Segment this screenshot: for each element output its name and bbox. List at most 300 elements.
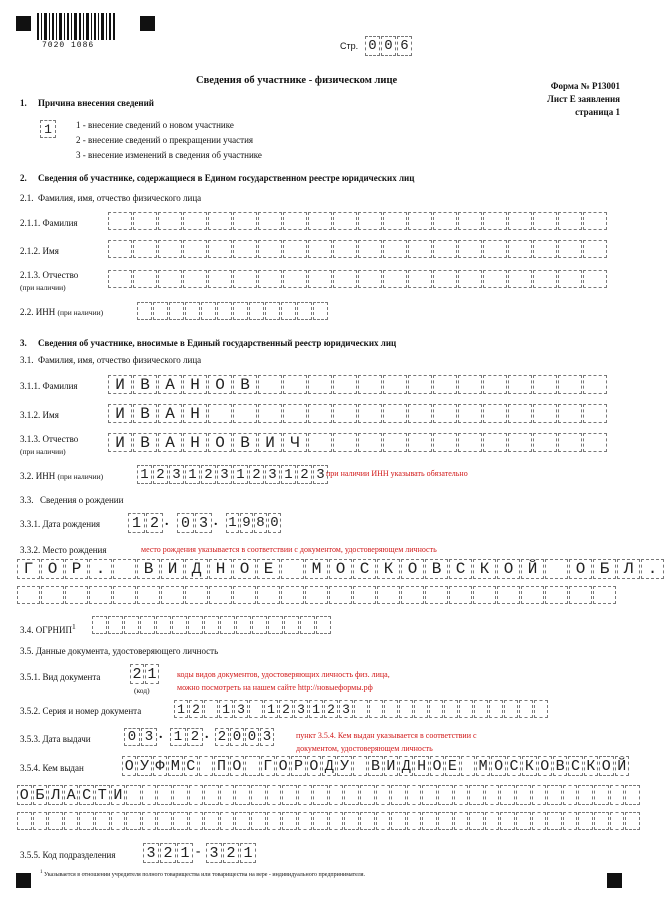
comb-cell bbox=[233, 212, 257, 230]
issued-by-input-line-1[interactable] bbox=[122, 756, 630, 776]
section-2-title: Сведения об участнике, содержащиеся в Едином государственном реестре юридических лиц bbox=[38, 173, 415, 183]
comb-cell bbox=[547, 785, 562, 805]
comb-cell bbox=[235, 812, 250, 830]
comb-cell bbox=[223, 843, 239, 863]
comb-cell bbox=[108, 375, 132, 394]
comb-cell-char: 2 bbox=[327, 701, 335, 717]
comb-cell bbox=[137, 302, 152, 320]
comb-cell bbox=[384, 700, 398, 718]
comb-cell bbox=[265, 302, 280, 320]
comb-cell bbox=[254, 513, 267, 533]
comb-cell bbox=[233, 240, 257, 258]
comb-cell bbox=[358, 433, 382, 452]
comb-cell bbox=[157, 812, 172, 830]
comb-cell bbox=[444, 700, 458, 718]
comb-cell-char: Л bbox=[623, 560, 634, 578]
comb-cell-char: 3 bbox=[144, 729, 154, 745]
comb-cell bbox=[156, 616, 171, 634]
reason-option-2: 2 - внесение сведений о прекращении участия bbox=[76, 135, 254, 145]
comb-cell bbox=[233, 559, 256, 579]
comb-cell-char: И bbox=[167, 560, 178, 578]
comb-cell bbox=[308, 270, 332, 288]
barcode-number: 7020 1086 bbox=[42, 41, 95, 50]
comb-cell-char: О bbox=[232, 757, 242, 775]
comb-cell bbox=[497, 559, 520, 579]
comb-cell bbox=[137, 559, 160, 579]
doc-series-label: 3.5.2. Серия и номер документа bbox=[20, 706, 142, 716]
comb-cell bbox=[108, 212, 132, 230]
comb-cell bbox=[329, 785, 344, 805]
comb-cell bbox=[113, 586, 136, 604]
comb-cell bbox=[206, 843, 222, 863]
reason-code-input[interactable] bbox=[40, 120, 57, 138]
comb-cell-char: 1 bbox=[222, 701, 230, 717]
corner-marker-bottom-right bbox=[607, 873, 622, 888]
comb-cell bbox=[583, 433, 607, 452]
comb-cell-char: 3 bbox=[209, 844, 219, 862]
old-inn-label-text: 2.2. ИНН bbox=[20, 307, 56, 317]
comb-cell bbox=[534, 700, 548, 718]
comb-cell bbox=[583, 212, 607, 230]
old-patronymic-label: 2.1.3. Отчество bbox=[20, 270, 79, 280]
comb-cell bbox=[333, 212, 357, 230]
comb-cell bbox=[158, 404, 182, 423]
comb-cell-char: 2 bbox=[149, 514, 159, 532]
comb-cell bbox=[533, 404, 557, 423]
comb-cell bbox=[233, 433, 257, 452]
patronymic-note: (при наличии) bbox=[20, 447, 66, 456]
document-section-title: 3.5. Данные документа, удостоверяющего личность bbox=[20, 646, 219, 656]
comb-cell-char: Н bbox=[190, 404, 200, 423]
comb-cell bbox=[172, 616, 187, 634]
comb-cell bbox=[249, 302, 264, 320]
comb-cell bbox=[158, 270, 182, 288]
comb-cell bbox=[408, 270, 432, 288]
comb-cell bbox=[268, 513, 281, 533]
comb-cell bbox=[578, 785, 593, 805]
comb-cell bbox=[583, 404, 607, 423]
comb-cell bbox=[641, 559, 664, 579]
comb-cell bbox=[408, 433, 432, 452]
old-inn-label bbox=[20, 307, 103, 317]
comb-cell bbox=[313, 785, 328, 805]
comb-cell bbox=[183, 212, 207, 230]
comb-cell-char: О bbox=[540, 757, 550, 775]
comb-cell-char: В bbox=[370, 757, 380, 775]
birth-date-label: 3.3.1. Дата рождения bbox=[20, 519, 101, 529]
corner-marker-bottom-left bbox=[16, 873, 31, 888]
comb-cell bbox=[65, 586, 88, 604]
doc-type-hint-2: можно посмотреть на нашем сайте http://новыеформы.рф bbox=[177, 683, 373, 692]
comb-cell bbox=[376, 785, 391, 805]
comb-cell-char: 1 bbox=[147, 665, 157, 683]
comb-cell bbox=[33, 785, 48, 805]
birth-day-input[interactable] bbox=[128, 513, 164, 533]
comb-cell bbox=[220, 616, 235, 634]
comb-cell bbox=[111, 812, 126, 830]
dept-code-part-1-input[interactable] bbox=[143, 843, 194, 863]
comb-cell bbox=[610, 785, 625, 805]
comb-cell bbox=[593, 586, 616, 604]
comb-cell bbox=[454, 812, 469, 830]
comb-cell-char: О bbox=[309, 757, 319, 775]
comb-cell bbox=[594, 812, 609, 830]
comb-cell bbox=[143, 843, 159, 863]
comb-cell bbox=[169, 302, 184, 320]
comb-cell bbox=[48, 785, 63, 805]
comb-cell bbox=[333, 404, 357, 423]
comb-cell bbox=[199, 756, 213, 776]
comb-cell-char: 2 bbox=[192, 701, 200, 717]
corner-marker-top-right bbox=[140, 16, 155, 31]
comb-cell bbox=[308, 433, 332, 452]
comb-cell bbox=[324, 700, 338, 718]
comb-cell bbox=[17, 812, 32, 830]
comb-cell bbox=[593, 559, 616, 579]
comb-cell bbox=[305, 586, 328, 604]
comb-cell bbox=[376, 812, 391, 830]
comb-cell-char: О bbox=[215, 375, 225, 394]
comb-cell bbox=[173, 785, 188, 805]
comb-cell bbox=[188, 616, 203, 634]
inn-hint: при наличии ИНН указывать обязательно bbox=[326, 469, 468, 478]
comb-cell-char: 0 bbox=[180, 514, 190, 532]
old-patronymic-note: (при наличии) bbox=[20, 283, 66, 292]
comb-cell-char: П bbox=[217, 757, 227, 775]
comb-cell bbox=[408, 375, 432, 394]
comb-cell-char: . bbox=[95, 560, 106, 578]
section-3-title: Сведения об участнике, вносимые в Единый государственный реестр юридических лиц bbox=[38, 338, 397, 348]
doc-type-label: 3.5.1. Вид документа bbox=[20, 672, 101, 682]
comb-cell bbox=[469, 785, 484, 805]
comb-cell bbox=[153, 465, 168, 484]
comb-cell-char: Н bbox=[215, 560, 226, 578]
comb-cell-char: 1 bbox=[267, 701, 275, 717]
comb-cell-char: 1 bbox=[228, 515, 237, 531]
date-separator: . bbox=[159, 727, 163, 742]
comb-cell bbox=[89, 559, 112, 579]
comb-cell bbox=[599, 756, 613, 776]
issue-hint-2: документом, удостоверяющем личность bbox=[296, 744, 433, 753]
comb-cell bbox=[353, 586, 376, 604]
comb-cell bbox=[504, 700, 518, 718]
comb-cell bbox=[297, 302, 312, 320]
comb-cell bbox=[141, 728, 157, 746]
comb-cell-char: Л bbox=[50, 786, 60, 804]
comb-cell-char: 3 bbox=[262, 729, 272, 745]
comb-cell-char: О bbox=[503, 560, 514, 578]
comb-cell-char: 9 bbox=[242, 515, 251, 531]
comb-cell bbox=[615, 756, 629, 776]
comb-cell bbox=[344, 785, 359, 805]
comb-cell-char: В bbox=[431, 560, 442, 578]
comb-cell bbox=[17, 785, 32, 805]
dept-code-part-2-input[interactable] bbox=[206, 843, 257, 863]
comb-cell bbox=[533, 270, 557, 288]
comb-cell bbox=[353, 559, 376, 579]
comb-cell bbox=[158, 375, 182, 394]
issue-hint-1: пункт 3.5.4. Кем выдан указывается в соответствии с bbox=[296, 731, 477, 740]
comb-cell bbox=[189, 812, 204, 830]
comb-cell-char: И bbox=[115, 404, 125, 423]
comb-cell bbox=[458, 375, 482, 394]
old-surname-input[interactable] bbox=[108, 212, 608, 230]
reason-options bbox=[76, 118, 262, 163]
comb-cell-char: 1 bbox=[140, 466, 149, 483]
comb-cell-char: О bbox=[215, 433, 225, 452]
old-name-input[interactable] bbox=[108, 240, 608, 258]
comb-cell bbox=[183, 404, 207, 423]
comb-cell-char: А bbox=[165, 375, 175, 394]
dept-code-label: 3.5.5. Код подразделения bbox=[20, 850, 116, 860]
comb-cell bbox=[48, 812, 63, 830]
comb-cell bbox=[391, 785, 406, 805]
comb-cell bbox=[108, 270, 132, 288]
footnote-text: Указывается в отношении учредителя полного товарищества или товарищества на вере - индивидуального предпринимателя. bbox=[44, 872, 366, 878]
comb-cell bbox=[360, 812, 375, 830]
comb-cell bbox=[381, 36, 396, 56]
comb-cell bbox=[316, 616, 331, 634]
comb-cell bbox=[282, 812, 297, 830]
comb-cell-char: 2 bbox=[300, 466, 309, 483]
issue-date-label: 3.5.3. Дата выдачи bbox=[20, 734, 91, 744]
comb-cell bbox=[264, 700, 278, 718]
comb-cell bbox=[483, 404, 507, 423]
issued-by-input-line-3[interactable] bbox=[17, 812, 641, 830]
doc-type-hint-1: коды видов документов, удостоверяющих личность физ. лица, bbox=[177, 670, 390, 679]
issue-year-input[interactable] bbox=[215, 728, 275, 746]
comb-cell bbox=[337, 756, 351, 776]
comb-cell-char: 3 bbox=[342, 701, 350, 717]
comb-cell bbox=[458, 433, 482, 452]
comb-cell bbox=[532, 812, 547, 830]
comb-cell bbox=[161, 586, 184, 604]
comb-cell bbox=[124, 616, 139, 634]
comb-cell bbox=[183, 375, 207, 394]
comb-cell-char: 1 bbox=[177, 701, 185, 717]
comb-cell-char: 0 bbox=[270, 515, 279, 531]
comb-cell bbox=[305, 559, 328, 579]
comb-cell bbox=[414, 700, 428, 718]
comb-cell bbox=[189, 785, 204, 805]
comb-cell-char: Й bbox=[527, 560, 538, 578]
birth-place-input-line-2[interactable] bbox=[17, 586, 617, 604]
comb-cell-char: В bbox=[140, 375, 150, 394]
comb-cell bbox=[399, 756, 413, 776]
comb-cell bbox=[625, 812, 640, 830]
issued-by-input-line-2[interactable] bbox=[17, 785, 641, 805]
comb-cell bbox=[217, 302, 232, 320]
comb-cell bbox=[483, 375, 507, 394]
comb-cell bbox=[79, 812, 94, 830]
comb-cell bbox=[128, 513, 145, 533]
comb-cell bbox=[258, 270, 282, 288]
comb-cell bbox=[397, 36, 412, 56]
comb-cell bbox=[353, 756, 367, 776]
issued-by-label: 3.5.4. Кем выдан bbox=[20, 763, 84, 773]
comb-cell-char: С bbox=[82, 786, 92, 804]
comb-cell-char: Т bbox=[97, 786, 107, 804]
comb-cell-char: 0 bbox=[232, 729, 242, 745]
comb-cell bbox=[433, 270, 457, 288]
comb-cell bbox=[377, 586, 400, 604]
comb-cell bbox=[281, 302, 296, 320]
comb-cell-char: 1 bbox=[312, 701, 320, 717]
comb-cell-char: А bbox=[165, 404, 175, 423]
comb-cell-char: И bbox=[386, 757, 396, 775]
comb-cell bbox=[508, 375, 532, 394]
comb-cell bbox=[483, 270, 507, 288]
inn-input[interactable] bbox=[137, 465, 329, 484]
name-label: 3.1.2. Имя bbox=[20, 410, 59, 420]
comb-cell bbox=[300, 616, 315, 634]
comb-cell bbox=[558, 404, 582, 423]
patronymic-input[interactable] bbox=[108, 433, 608, 452]
birth-place-input-line-1[interactable] bbox=[17, 559, 665, 579]
comb-cell-char: Г bbox=[263, 757, 273, 775]
comb-cell bbox=[532, 785, 547, 805]
comb-cell-char: О bbox=[19, 786, 29, 804]
comb-cell bbox=[258, 212, 282, 230]
comb-cell bbox=[354, 700, 368, 718]
comb-cell-char: С bbox=[359, 560, 370, 578]
comb-cell bbox=[158, 212, 182, 230]
comb-cell-char: 1 bbox=[180, 844, 190, 862]
comb-cell bbox=[583, 375, 607, 394]
comb-cell bbox=[558, 212, 582, 230]
comb-cell-char: 2 bbox=[132, 665, 142, 683]
comb-cell bbox=[214, 756, 228, 776]
inn-label bbox=[20, 471, 103, 481]
comb-cell-char: О bbox=[601, 757, 611, 775]
comb-cell bbox=[169, 465, 184, 484]
comb-cell bbox=[430, 756, 444, 776]
comb-cell bbox=[183, 433, 207, 452]
comb-cell bbox=[233, 302, 248, 320]
comb-cell bbox=[174, 700, 188, 718]
comb-cell bbox=[168, 756, 182, 776]
comb-cell bbox=[594, 785, 609, 805]
comb-cell-char: Н bbox=[190, 433, 200, 452]
comb-cell bbox=[133, 240, 157, 258]
comb-cell bbox=[283, 433, 307, 452]
comb-cell bbox=[516, 785, 531, 805]
comb-cell-char: Д bbox=[324, 757, 334, 775]
comb-cell bbox=[258, 404, 282, 423]
birth-year-input[interactable] bbox=[226, 513, 282, 533]
comb-cell bbox=[533, 212, 557, 230]
comb-cell-char: Н bbox=[190, 375, 200, 394]
comb-cell bbox=[365, 36, 380, 56]
doc-type-input[interactable] bbox=[130, 664, 160, 684]
comb-cell bbox=[476, 756, 490, 776]
comb-cell bbox=[153, 302, 168, 320]
comb-cell-char: Р bbox=[71, 560, 82, 578]
birth-month-input[interactable] bbox=[177, 513, 213, 533]
comb-cell bbox=[260, 728, 274, 746]
old-inn-input[interactable] bbox=[137, 302, 329, 320]
issue-month-input[interactable] bbox=[170, 728, 204, 746]
comb-cell bbox=[563, 785, 578, 805]
comb-cell bbox=[433, 375, 457, 394]
comb-cell bbox=[233, 586, 256, 604]
comb-cell bbox=[333, 270, 357, 288]
comb-cell bbox=[130, 664, 144, 684]
comb-cell bbox=[177, 843, 193, 863]
comb-cell-char: 6 bbox=[400, 38, 409, 54]
comb-cell-char: Н bbox=[417, 757, 427, 775]
comb-cell-char: . bbox=[647, 560, 658, 578]
comb-cell bbox=[161, 559, 184, 579]
comb-cell bbox=[578, 812, 593, 830]
surname-input[interactable] bbox=[108, 375, 608, 394]
section-3-1-number: 3.1. bbox=[20, 355, 34, 365]
comb-cell bbox=[329, 812, 344, 830]
comb-cell-char: 1 bbox=[243, 844, 253, 862]
comb-cell-char: 2 bbox=[163, 844, 173, 862]
comb-cell bbox=[329, 559, 352, 579]
comb-cell bbox=[368, 756, 382, 776]
comb-cell-char: И bbox=[113, 786, 123, 804]
comb-cell bbox=[508, 270, 532, 288]
comb-cell bbox=[433, 212, 457, 230]
ogrnip-input[interactable] bbox=[92, 616, 332, 634]
section-3-1-title: Фамилия, имя, отчество физического лица bbox=[38, 355, 202, 365]
comb-cell bbox=[358, 375, 382, 394]
comb-cell bbox=[133, 212, 157, 230]
issue-day-input[interactable] bbox=[124, 728, 158, 746]
comb-cell bbox=[158, 240, 182, 258]
comb-cell bbox=[126, 785, 141, 805]
name-input[interactable] bbox=[108, 404, 608, 423]
comb-cell bbox=[433, 433, 457, 452]
comb-cell bbox=[294, 700, 308, 718]
comb-cell bbox=[344, 812, 359, 830]
comb-cell bbox=[298, 785, 313, 805]
comb-cell bbox=[538, 756, 552, 776]
comb-cell bbox=[617, 559, 640, 579]
comb-cell-char: 3 bbox=[268, 466, 277, 483]
comb-cell bbox=[469, 812, 484, 830]
comb-cell bbox=[401, 559, 424, 579]
comb-cell-char: М bbox=[170, 757, 180, 775]
comb-cell bbox=[558, 375, 582, 394]
comb-cell bbox=[309, 700, 323, 718]
comb-cell bbox=[533, 375, 557, 394]
doc-series-input[interactable] bbox=[174, 700, 549, 718]
comb-cell bbox=[195, 513, 212, 533]
comb-cell bbox=[408, 212, 432, 230]
comb-cell-char: 8 bbox=[256, 515, 265, 531]
old-surname-label: 2.1.1. Фамилия bbox=[20, 218, 78, 228]
comb-cell bbox=[583, 270, 607, 288]
comb-cell bbox=[383, 240, 407, 258]
comb-cell bbox=[298, 812, 313, 830]
comb-cell-char: О bbox=[575, 560, 586, 578]
section-2-1-number: 2.1. bbox=[20, 193, 34, 203]
comb-cell bbox=[508, 404, 532, 423]
comb-cell bbox=[33, 812, 48, 830]
comb-cell bbox=[41, 586, 64, 604]
old-patronymic-input[interactable] bbox=[108, 270, 608, 288]
comb-cell bbox=[625, 785, 640, 805]
comb-cell bbox=[313, 812, 328, 830]
birth-section-title: Сведения о рождении bbox=[40, 495, 124, 505]
comb-cell bbox=[533, 433, 557, 452]
comb-cell bbox=[522, 756, 536, 776]
comb-cell bbox=[401, 586, 424, 604]
comb-cell-char: О bbox=[432, 757, 442, 775]
